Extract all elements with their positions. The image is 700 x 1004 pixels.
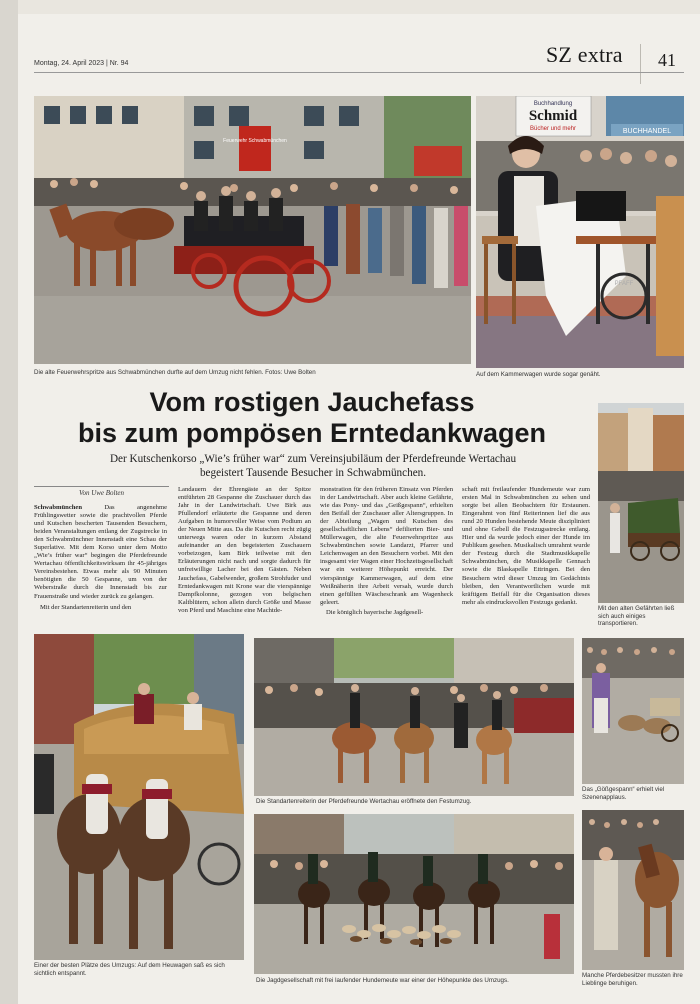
headline-line-1: Vom rostigen Jauchefass (149, 387, 475, 417)
fire-engine-scene (34, 96, 471, 364)
byline: Von Uwe Bolten (34, 486, 169, 497)
sewing-scene (476, 96, 684, 368)
standard-bearer-scene (254, 638, 574, 796)
caption-standard-bearer: Die Standartenreiterin der Pferdefreunde Wertachau eröffnete den Festumzug. (256, 798, 472, 805)
photo-hay-wagon (34, 634, 244, 960)
caption-fire-engine: Die alte Feuerwehrspritze aus Schwabmünchen durfte auf dem Umzug nicht fehlen. Fotos: Uwe Bolten (34, 369, 316, 376)
caption-goat-team: Das „Gößgespann“ erhielt viel Szenenapplaus. (582, 786, 665, 801)
photo-fire-engine (34, 96, 471, 364)
shop-sign: Schmid (528, 108, 578, 124)
article-column-4 (462, 486, 590, 607)
old-wagon-scene (598, 403, 684, 603)
column-4-text: schaft mit freilaufender Hundemeute war zum ersten Mal in Schwabmünchen zu sehen und sorgte bei allen Beobachtern für Erstaunen. Eingerahmt von fünf Reiterinnen lief die aus rund 20 Hunden bestehende Meute diszipliniert und ohne Gebell die Festzugsstrecke entlang. Hier und da wurde jedoch einer der Hunde im Publikum gesehen. Musikalisch umrahmt wurde der Festzug durch die Stadtmusikkapelle Schwabmünchen, die Musikkapelle Gennach sowie die Blaskapelle Ettringen. Bei den Besuchern wird dieser Umzug im Gedächtnis bleiben, den Verantwortlichen wurde mit kräftigem Beifall für die Organisation dieses mehr als eindrucksvollen Festzugs gedankt. (462, 486, 590, 606)
photo-old-wagon (598, 403, 684, 603)
header-rule (34, 72, 684, 73)
awning-text: BUCHHANDEL (622, 128, 672, 135)
caption-hay-wagon: Einer der besten Plätze des Umzugs: Auf dem Heuwagen saß es sich sichtlich entspannt. (34, 962, 225, 977)
article-column-2 (178, 486, 311, 615)
column-3-text: monstration für den früheren Einsatz von Pferden in der Landwirtschaft. Aber auch kleine Gefährte, wie das Pony- und das „Geißgespann“, erhielten den Beifall der Zuschauer aller Altersgruppen. In der Abteilung „Wagen und Kutschen des gesellschaftlichen Lebens“ defilierten Bier- und Müllerwagen, die alte Feuerwehrspritze aus Schwabmünchen sowie Landarzt, Pfarrer und Leichenwagen an den Besuchern vorbei. Mit den insgesamt vier Wagen einer Hochzeitsgesellschaft war ein weiterer Höhepunkt erreicht. Der vierspännige Kammerwagen, auf dem eine Weißnäherin ihre Arbeit versah, wurde durch einen gefüllten Wäscheschrank am Wagenheck geleert. (320, 486, 453, 606)
article-column-1 (34, 504, 167, 612)
newspaper-page (18, 0, 700, 1004)
shop-sign-sub: Bücher und mehr (529, 126, 577, 132)
page-top-strip (18, 0, 700, 14)
hay-wagon-scene (34, 634, 244, 960)
caption-calming-horse: Manche Pferdebesitzer mussten ihre Lieblinge beruhigen. (582, 972, 683, 987)
calming-horse-scene (582, 810, 684, 970)
caption-hunting-party: Die Jagdgesellschaft mit frei laufender Hundemeute war einer der Höhepunkte des Umzugs. (256, 977, 509, 984)
photo-standard-bearer (254, 638, 574, 796)
shop-sign-small: Buchhandlung (533, 101, 573, 107)
photo-hunting-party (254, 814, 574, 974)
caption-sewing: Auf dem Kammerwagen wurde sogar genäht. (476, 371, 601, 378)
machine-brand: PFAFF (614, 281, 634, 287)
photo-sewing (476, 96, 684, 368)
article-subhead (78, 452, 548, 480)
column-3-end: Die königlich bayerische Jagdgesell- (326, 608, 424, 616)
column-2-text: Landauern der Ehrengäste an der Spitze entführten 28 Gespanne die Zuschauer durch das Jahr in der Landwirtschaft. Uwe Birk aus Pfullendorf erläuterte die Gespanne und deren Aufgaben in humorvoller Weise vom Podium an der Neuen Mitte aus. Da die Kutschen recht zügig unterwegs waren oder in kurzem Abstand aufeinander an den begeisterten Zuschauern vorbeizogen, kam Birk teilweise mit den Erläuterungen nicht nach und sorgte dadurch für unfreiwillige Lacher bei den Gästen. Neben Jauchefass, Gabelwender, großem Strohfuder und Erntedankwagen mit Krone war die vierspännige Dampfkolonne, gezogen von belgischen Kaltblütern, schon allein durch Größe und Masse von Pferd und Maschine eine Machtde- (178, 486, 311, 614)
subhead-line-2: begeistert Tausende Besucher in Schwabmünchen. (199, 467, 427, 479)
dateline-city: Schwabmünchen (34, 504, 83, 511)
subhead-line-1: Der Kutschenkorso „Wie’s früher war“ zum Vereinsjubiläum der Pferdefreunde Wertachau (109, 453, 517, 465)
banner-text: Feuerwehr Schwabmünchen (223, 138, 287, 144)
photo-calming-horse (582, 810, 684, 970)
headline-line-2: bis zum pompösen Erntedankwagen (77, 418, 547, 448)
goat-team-scene (582, 638, 684, 784)
section-title: SZ extra (546, 42, 623, 67)
hunting-party-scene (254, 814, 574, 974)
header-divider (640, 44, 641, 84)
column-1-end: Mit der Standartenreiterin und den (40, 603, 132, 611)
column-1-text: Das angenehme Frühlingswetter sowie die prachtvollen Pferde und Kutschen bescherten Tausenden Besuchern, beiden Veranstaltungen entlang der Zugstrecke in den Schwabmünchner Innenstadt eine Schau der Superlative. Mit dem Korso unter dem Motto „Wie’s früher war“ begingen die Pferdefreunde Wertachau öffentlichkeitswirksam ihr 45-jähriges Vereinsbestehen. Etwas mehr als 90 Minuten benötigten die 50 Gespanne, um von der Weberstraße durch die Innenstadt bis zur Frauenstraße und wieder zurück zu gelangen. (34, 504, 167, 600)
page-number: 41 (658, 50, 676, 70)
article-column-3 (320, 486, 453, 617)
photo-goat-team (582, 638, 684, 784)
dateline: Montag, 24. April 2023 | Nr. 94 (34, 60, 129, 67)
article-headline (48, 387, 576, 449)
caption-old-wagon: Mit den alten Gefährten ließ sich auch einiges transportieren. (598, 605, 675, 627)
